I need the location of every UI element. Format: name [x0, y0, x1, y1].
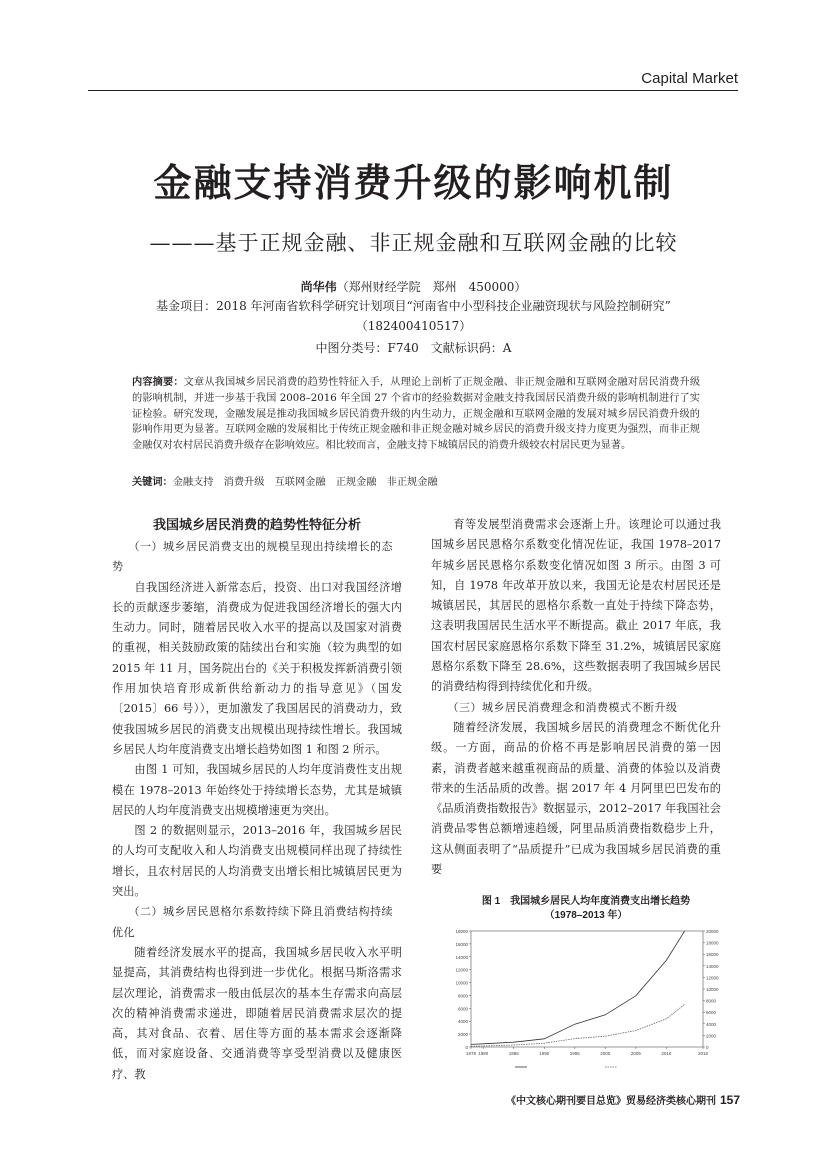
keywords-text: 金融支持 消费升级 互联网金融 正规金融 非正规金融: [172, 477, 438, 488]
section-heading: 我国城乡居民消费的趋势性特征分析: [152, 518, 361, 533]
figure-1-chart: [445, 925, 730, 1075]
subsection-heading-1: （一）城乡居民消费支出的规模呈现出持续增长的态势: [112, 540, 393, 574]
subsection-heading-2: （二）城乡居民恩格尔系数持续下降且消费结构持续优化: [112, 905, 393, 939]
x-tick-label: 2005: [630, 1051, 641, 1056]
y-tick-label: 6000: [457, 1006, 468, 1012]
paragraph: 随着经济发展，我国城乡居民的消费理念不断优化升级。一方面，商品的价格不再是影响居民消费的第一因素，消费者越来越重视商品的质量、消费的体验以及消费带来的生活品质的改善。据 2017 年 4 月阿里巴巴发布的《品质消费指数报告》数据显示，2012–2017 年我国社会消费品零售总额增速趋缓，阿里品质消费指数稳步上升，这从侧面表明了“品质提升”已成为我国城乡居民消费的重要: [431, 720, 721, 877]
abstract: [132, 375, 700, 454]
plot-frame: [471, 931, 703, 1047]
figure-caption-title: 图 1 我国城乡居民人均年度消费支出增长趋势: [481, 896, 691, 907]
y-tick-label: 0: [465, 1045, 468, 1050]
keywords-label: 关键词：: [132, 477, 173, 488]
x-tick-label: 1995: [569, 1051, 580, 1056]
y-tick-label: 4000: [457, 1019, 468, 1025]
classification-line: 中图分类号：F740 文献标识码：A: [315, 341, 512, 355]
x-tick-label: 1980: [478, 1051, 489, 1056]
author-affiliation: （郑州财经学院 郑州 450000）: [336, 280, 527, 294]
y-right-tick-label: 12000: [706, 975, 719, 981]
x-tick-label: 2016: [697, 1051, 709, 1056]
author-line: [88, 278, 739, 297]
x-tick-label: 2010: [661, 1051, 672, 1056]
x-tick-label: 1990: [539, 1051, 550, 1056]
fund-line: 基金项目：2018 年河南省软科学研究计划项目“河南省中小型科技企业融资现状与风险控制研究”: [156, 299, 671, 313]
paragraph: 由图 1 可知，我国城乡居民的人均年度消费性支出规模在 1978–2013 年始终处于持续增长态势，尤其是城镇居民的人均年度消费支出规模增速更为突出。: [112, 763, 402, 817]
y-tick-label: 16000: [455, 941, 468, 947]
paper-title: 金融支持消费升级的影响机制: [153, 160, 674, 205]
right-column: [431, 515, 721, 880]
fund-number: （182400410517）: [355, 319, 472, 333]
y-right-tick-label: 14000: [706, 963, 719, 969]
abstract-label: 内容摘要：: [132, 377, 184, 388]
subsection-heading-3: （三）城乡居民消费理念和消费模式不断升级: [447, 700, 678, 714]
x-tick-label: 1978: [465, 1051, 477, 1056]
y-right-tick-label: 20000: [706, 929, 719, 934]
series-line-1: [471, 931, 685, 1045]
section-label: Capital Market: [641, 70, 738, 87]
paragraph: 图 2 的数据则显示，2013–2016 年，我国城乡居民的人均可支配收入和人均消费支出规模同样出现了持续性增长，且农村居民的人均消费支出增长相比城镇居民更为突出。: [112, 824, 402, 899]
y-right-tick-label: 2000: [706, 1033, 717, 1039]
figure-caption: [431, 895, 741, 923]
y-tick-label: 14000: [455, 954, 468, 960]
keywords: [132, 475, 700, 491]
paper-subtitle: ———基于正规金融、非正规金融和互联网金融的比较: [149, 231, 678, 255]
y-tick-label: 12000: [455, 967, 468, 973]
y-tick-label: 8000: [457, 993, 468, 999]
series-line-2: [471, 1004, 685, 1046]
paragraph: 自我国经济进入新常态后，投资、出口对我国经济增长的贡献逐步萎缩，消费成为促进我国经济增长的强大内生动力。同时，随着居民收入水平的提高以及国家对消费的重视，相关鼓励政策的陆续出台和实施（较为典型的如 2015 年 11 月，国务院出台的《关于积极发挥新消费引领作用加快培育形成新供给新动力的指导意见》（国发〔2015〕66 号）），更加激发了我国居民的消费动力，致使我国城乡居民的消费支出规模出现持续性增长。我国城乡居民人均年度消费支出增长趋势如图 1 和图 2 所示。: [112, 580, 402, 756]
y-tick-label: 2000: [457, 1032, 468, 1038]
y-right-tick-label: 18000: [706, 940, 719, 946]
y-right-tick-label: 16000: [706, 952, 719, 958]
y-right-tick-label: 10000: [706, 987, 719, 992]
y-right-tick-label: 8000: [706, 998, 717, 1004]
y-tick-label: 18000: [455, 929, 468, 934]
x-tick-label: 2000: [600, 1051, 611, 1056]
y-right-tick-label: 6000: [706, 1010, 717, 1016]
figure-caption-range: （1978–2013 年）: [544, 910, 628, 921]
paragraph: 随着经济发展水平的提高，我国城乡居民收入水平明显提高，其消费结构也得到进一步优化。根据马斯洛需求层次理论，消费需求一般由低层次的基本生存需求向高层次的精神消费需求递进，即随着居民消费需求层次的提高，其对食品、衣着、居住等方面的基本需求会逐渐降低，而对家庭设备、交通消费等享受型消费以及健康医疗、教: [112, 945, 402, 1081]
y-tick-label: 10000: [455, 980, 468, 986]
page-number: 157: [719, 1093, 740, 1107]
author-name: 尚华伟: [300, 280, 337, 294]
y-right-tick-label: 0: [706, 1045, 709, 1050]
y-right-tick-label: 4000: [706, 1021, 717, 1027]
header-rule: [88, 90, 738, 91]
left-column: [112, 515, 402, 1085]
journal-name: 《中文核心期刊要目总览》贸易经济类核心期刊: [505, 1096, 716, 1107]
page-footer: [480, 1092, 740, 1107]
x-tick-label: 1985: [508, 1051, 519, 1056]
abstract-text: 文章从我国城乡居民消费的趋势性特征入手，从理论上剖析了正规金融、非正规金融和互联网金融对居民消费升级的影响机制，并进一步基于我国 2008–2016 年全国 27 个省市的经验数据对金融支持我国居民消费升级的影响机制进行了实证检验。研究发现，金融发展是推动我国城乡居民消费升级的内生动力，正规金融和互联网金融的发展对城乡居民消费升级的影响作用更为显著。互联网金融的发展相比于传统正规金融和非正规金融对城乡居民的消费升级支持力度更为强烈，而非正规金融仅对农村居民消费升级存在影响效应。相比较而言，金融支持下城镇居民的消费升级较农村居民更为显著。: [132, 377, 701, 452]
paragraph: 育等发展型消费需求会逐渐上升。该理论可以通过我国城乡居民恩格尔系数变化情况佐证，我国 1978–2017 年城乡居民恩格尔系数变化情况如图 3 所示。由图 3 可知，自 1978 年改革开放以来，我国无论是农村居民还是城镇居民，其居民的恩格尔系数一直处于持续下降态势，这表明我国居民生活水平不断提高。截止 2017 年底，我国农村居民家庭恩格尔系数下降至 31.2%，城镇居民家庭恩格尔系数下降至 28.6%，这些数据表明了我国城乡居民的消费结构得到持续优化和升级。: [431, 518, 721, 694]
